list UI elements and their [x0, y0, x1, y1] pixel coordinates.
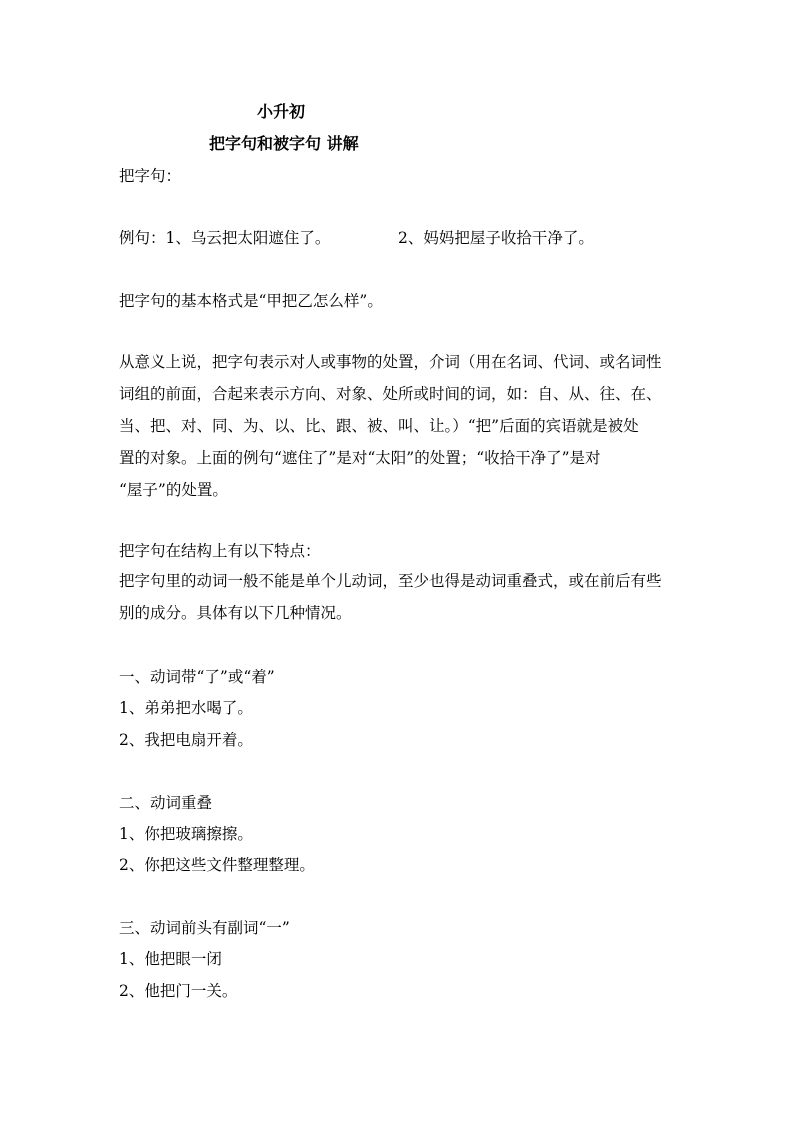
document-title: 小升初	[257, 102, 306, 121]
case-3-heading: 三、动词前头有副词“一”	[119, 919, 290, 937]
case-2-item: 2、你把这些文件整理整理。	[119, 856, 315, 874]
case-3-item: 1、他把眼一闭	[119, 950, 222, 968]
document-subtitle: 把字句和被字句 讲解	[209, 134, 359, 153]
case-1-item: 1、弟弟把水喝了。	[119, 699, 253, 717]
paragraph-line: 当、把、对、同、为、以、比、跟、被、叫、让。）“把”后面的宾语就是被处	[119, 417, 639, 435]
example-sentence-1: 例句：1、乌云把太阳遮住了。	[119, 229, 331, 247]
structure-paragraph	[119, 565, 664, 629]
section-heading: 把字句：	[119, 167, 182, 185]
case-3-item: 2、他把门一关。	[119, 982, 238, 1000]
case-2-heading: 二、动词重叠	[119, 794, 213, 812]
paragraph-line: 置的对象。上面的例句“遮住了”是对“太阳”的处置；“收拾干净了”是对	[119, 449, 601, 467]
paragraph-line: 别的成分。具体有以下几种情况。	[119, 604, 352, 622]
structure-heading: 把字句在结构上有以下特点：	[119, 542, 321, 560]
example-sentence-2: 2、妈妈把屋子收拾干净了。	[398, 229, 594, 247]
paragraph-line: “屋子”的处置。	[119, 481, 228, 499]
case-2-item: 1、你把玻璃擦擦。	[119, 825, 253, 843]
paragraph-line: 词组的前面，合起来表示方向、对象、处所或时间的词，如：自、从、往、在、	[119, 385, 662, 403]
basic-format-text: 把字句的基本格式是“甲把乙怎么样”。	[119, 292, 383, 310]
case-1-item: 2、我把电扇开着。	[119, 731, 253, 749]
paragraph-line: 把字句里的动词一般不能是单个儿动词，至少也得是动词重叠式，或在前后有些	[119, 572, 662, 590]
meaning-paragraph	[119, 346, 664, 506]
case-1-heading: 一、动词带“了”或“着”	[119, 668, 275, 686]
paragraph-line: 从意义上说，把字句表示对人或事物的处置，介词（用在名词、代词、或名词性	[119, 353, 662, 371]
